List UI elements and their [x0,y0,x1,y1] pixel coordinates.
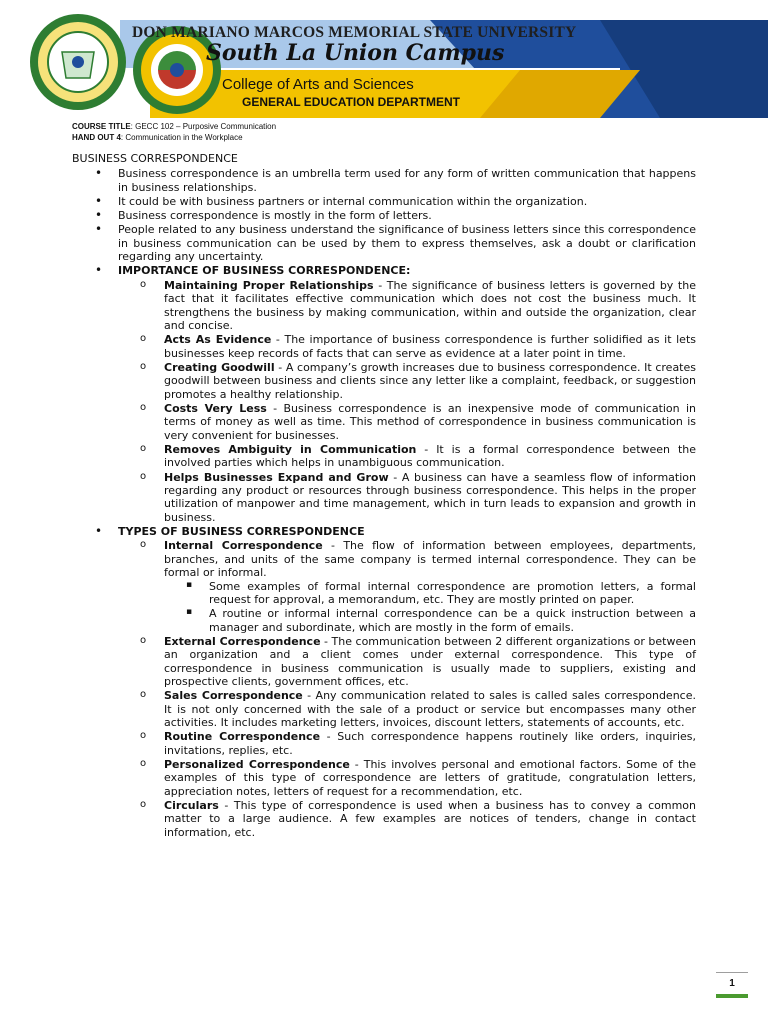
college-name: College of Arts and Sciences [222,76,414,93]
handout-label: HAND OUT 4 [72,132,121,142]
list-item: o Removes Ambiguity in Communication - It is a formal correspondence between the involved parties which helps in unambiguous communication. [118,443,696,470]
list-item: • People related to any business understand the significance of business letters since this correspondence in business communication can be used by them to express themselves, ask a doubt or clarification regarding any uncertainty. [72,223,696,263]
course-title-value: : GECC 102 – Purposive Communication [130,122,277,131]
list-item: o Costs Very Less - Business correspondence is an inexpensive mode of communication in terms of money as well as time. This method of correspondence in business communication is very convenient for businesses. [118,402,696,442]
list-item: o Helps Businesses Expand and Grow - A business can have a seamless flow of information regarding any product or resources through business correspondence. This helps in the proper utilization of manpower and time management, which in turn leads to expansion and growth in business. [118,471,696,525]
list-item: o Personalized Correspondence - This involves personal and emotional factors. Some of the examples of this type of correspondence are letters of gratitude, congratulation letters, appreciation notes, letters of request for a recommendation, etc. [118,758,696,798]
handout-line [72,133,276,144]
main-list [72,167,696,839]
list-item: • Business correspondence is mostly in the form of letters. [72,209,696,222]
course-title-label: COURSE TITLE [72,122,131,131]
importance-section [72,264,696,524]
list-item: o Sales Correspondence - Any communication related to sales is called sales correspondence. It is not only concerned with the sale of a product or service but encompasses many other activities. It includes marketing letters, invoices, discount letters, statements of accounts, etc. [118,689,696,729]
internal-sub-list [164,580,696,634]
list-item: • Business correspondence is an umbrella term used for any form of written communication that happens in business relationships. [72,167,696,194]
course-info [72,122,276,143]
section-title: BUSINESS CORRESPONDENCE [72,152,238,165]
list-item: • It could be with business partners or internal communication within the organization. [72,195,696,208]
importance-heading: IMPORTANCE OF BUSINESS CORRESPONDENCE: [118,264,411,278]
page-number-bar [716,994,748,998]
university-seal-icon [30,14,126,110]
department-name: GENERAL EDUCATION DEPARTMENT [242,95,461,109]
document-body [72,152,696,840]
list-item: o Maintaining Proper Relationships - The significance of business letters is governed by the fact that it facilitates effective communication which does not cost the business much. It strengthens the business by making communication, within and outside the organization, clear and concise. [118,279,696,333]
list-item: o Acts As Evidence - The importance of business correspondence is further solidified as it lets businesses keep records of facts that can serve as evidence at a later point in time. [118,333,696,360]
header-banner [0,0,768,118]
course-title-line [72,122,276,133]
types-section [72,525,696,839]
handout-value: : Communication in the Workplace [120,132,243,142]
list-item: o Creating Goodwill - A company’s growth increases due to business correspondence. It creates goodwill between business and clients since any letter like a complaint, feedback, or suggestion promotes a healthy relationship. [118,361,696,401]
list-item: o External Correspondence - The communication between 2 different organizations or between an organization and a client comes under external correspondence. This type of correspondence in business communication is usually made to suppliers, existing and prospective clients, government offices, etc. [118,635,696,689]
list-item: ▪ Some examples of formal internal correspondence are promotion letters, a formal request for approval, a memorandum, etc. They are mostly printed on paper. [164,580,696,607]
types-list [118,539,696,839]
importance-list [118,279,696,524]
campus-name: South La Union Campus [206,40,505,66]
types-heading: TYPES OF BUSINESS CORRESPONDENCE [118,524,365,538]
list-item: ▪ A routine or informal internal correspondence can be a quick instruction between a manager and subordinate, which are mostly in the form of emails. [164,607,696,634]
list-item: o Routine Correspondence - Such correspondence happens routinely like orders, inquiries, invitations, replies, etc. [118,730,696,757]
university-name: DON MARIANO MARCOS MEMORIAL STATE UNIVERSITY [132,24,577,41]
list-item: o Circulars - This type of correspondence is used when a business has to convey a common matter to a large audience. A few examples are notices of tenders, change in contact information, etc. [118,799,696,839]
page-number: 1 [716,972,748,995]
list-item: o Internal Correspondence - The flow of information between employees, departments, branches, and units of the same company is termed internal correspondence. They can be formal or informal. ▪ Some examples of formal internal correspondence are promotion letters, a formal request for approval, a memorandum, etc. They are mostly printed on paper. ▪ A routine or informal internal correspondence can be a quick instruction between a manager and subordinate, which are mostly in the form of emails. [118,539,696,634]
